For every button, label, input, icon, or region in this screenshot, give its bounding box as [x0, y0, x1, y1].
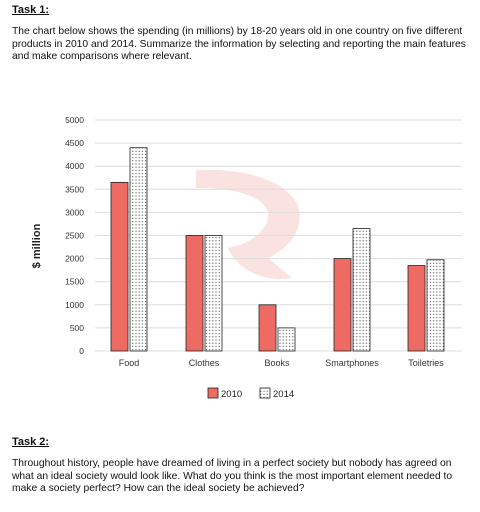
bar-toiletries-2010: [408, 266, 425, 351]
task2-title: Task 2:: [12, 436, 50, 448]
x-tick-label: Smartphones: [325, 358, 379, 368]
legend-swatch-2014: [260, 388, 270, 398]
x-tick-label: Toiletries: [408, 358, 444, 368]
bar-clothes-2014: [205, 236, 222, 352]
bar-food-2010: [111, 182, 128, 351]
chart-legend: [208, 388, 294, 400]
y-tick-label: 4000: [65, 161, 84, 172]
x-tick-label: Food: [118, 358, 140, 368]
bar-smartphones-2010: [334, 259, 351, 351]
bar-toiletries-2014: [427, 260, 444, 351]
legend-label-2014: 2014: [273, 389, 295, 400]
bar-books-2014: [278, 328, 295, 351]
legend-label-2010: 2010: [221, 389, 243, 400]
y-tick-label: 2500: [65, 230, 84, 241]
legend-swatch-2010: [208, 388, 218, 398]
bar-clothes-2010: [186, 236, 203, 352]
bar-chart: [0, 108, 480, 428]
task2-paragraph: Throughout history, people have dreamed of living in a perfect society but nobody has agreed on what an ideal society would look like. What do you think is the most important element needed to make a society perfect? How can the ideal society be achieved?: [12, 458, 453, 494]
y-tick-label: 3000: [65, 207, 84, 218]
task1-paragraph: The chart below shows the spending (in millions) by 18-20 years old in one country on five different products in 2010 and 2014. Summarize the information by selecting and reporting the main features and make comparisons where relevant.: [12, 26, 466, 62]
bar-food-2014: [130, 148, 147, 351]
y-axis-label: $ million: [31, 223, 43, 269]
x-tick-label: Books: [264, 358, 290, 368]
task1-title: Task 1:: [12, 4, 50, 16]
y-tick-label: 2000: [65, 253, 84, 264]
y-tick-label: 5000: [65, 115, 84, 125]
y-tick-label: 0: [79, 346, 84, 356]
x-tick-label: Clothes: [188, 358, 220, 368]
bar-smartphones-2014: [353, 229, 370, 351]
y-tick-label: 4500: [65, 138, 84, 149]
y-tick-label: 500: [69, 322, 84, 333]
y-tick-label: 3500: [65, 184, 84, 195]
y-tick-label: 1500: [65, 276, 84, 287]
y-tick-label: 1000: [65, 299, 84, 310]
bar-books-2010: [259, 305, 276, 351]
